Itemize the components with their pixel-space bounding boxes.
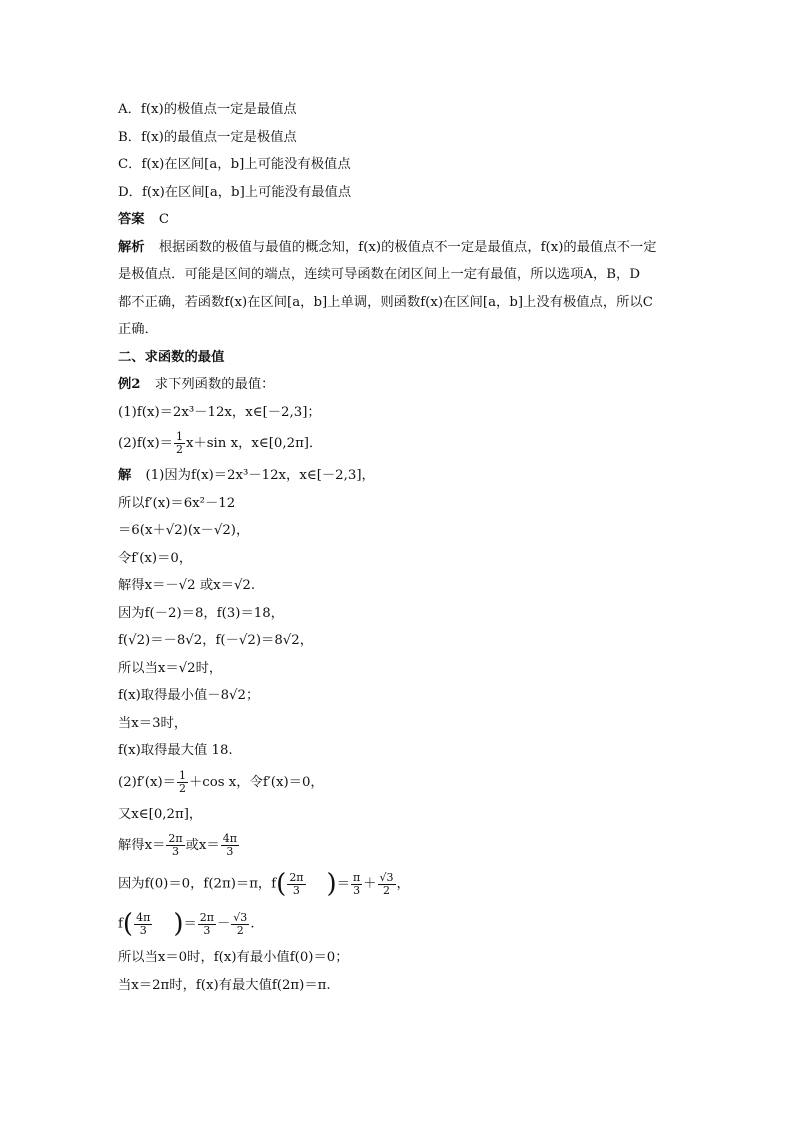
p2-l3-f2-den: 3 xyxy=(226,845,234,858)
p2-l1-suffix: ＋cos x，令f′(x)＝0， xyxy=(188,774,324,790)
option-a: A．f(x)的极值点一定是最值点 xyxy=(118,102,297,117)
analysis-line-3: 都不正确，若函数f(x)在区间[a，b]上单调，则函数f(x)在区间[a，b]上没有极值点，所以C xyxy=(118,294,653,310)
p2-l3-fraction-2 xyxy=(221,833,239,858)
p2-l4-prefix: 因为f(0)＝0，f(2π)＝π，f xyxy=(118,876,277,892)
solution-line-5: 解得x＝－√2 或x＝√2. xyxy=(118,578,256,593)
analysis-text: 根据函数的极值与最值的概念知，f(x)的极值点不一定是最值点，f(x)的最值点不一定 xyxy=(158,239,657,255)
analysis-label: 解析 xyxy=(118,239,145,255)
example-heading xyxy=(118,371,688,399)
document-page xyxy=(118,96,688,999)
example-q1: (1)f(x)＝2x³－12x，x∈[－2,3]； xyxy=(118,404,321,420)
p2-l5-r2 xyxy=(231,912,249,937)
part2-line-2: 又x∈[0,2π]， xyxy=(118,806,203,822)
part2-line-4 xyxy=(118,864,688,904)
solution-label: 解 xyxy=(118,468,132,483)
answer-line xyxy=(118,206,688,234)
p2-l4-r1-den: 3 xyxy=(353,883,361,897)
p2-l5-r1-num: 2π xyxy=(199,910,214,924)
p2-l4-r2-den: 2 xyxy=(383,883,391,897)
q2-frac-den: 2 xyxy=(175,443,183,456)
part2-line-3 xyxy=(118,828,688,864)
q2-fraction xyxy=(174,431,185,456)
example-q2 xyxy=(118,426,688,462)
p2-l3-prefix: 解得x＝ xyxy=(118,838,166,853)
analysis-line-4: 正确． xyxy=(118,322,158,337)
p2-l3-f1-num: 2π xyxy=(168,832,183,845)
solution-line-10: 当x＝3时， xyxy=(118,715,188,731)
p2-l1-num: 1 xyxy=(178,768,186,782)
analysis-line-1 xyxy=(118,234,688,262)
p2-l5-eq: ＝ xyxy=(183,916,197,932)
solution-line-9: f(x)取得最小值－8√2； xyxy=(118,688,260,703)
analysis-line-2: 是极值点．可能是区间的端点，连续可导函数在闭区间上一定有最值，所以选项A，B，D xyxy=(118,267,641,282)
p2-l4-r2 xyxy=(378,872,396,897)
solution-line-8: 所以当x＝√2时， xyxy=(118,660,223,676)
p2-l5-arg xyxy=(134,912,152,937)
p2-l5-r1-den: 3 xyxy=(203,923,211,937)
p2-l4-arg xyxy=(287,872,305,897)
p2-l5-arg-den: 3 xyxy=(139,923,147,937)
p2-l5-prefix: f xyxy=(118,916,123,932)
solution-line-1 xyxy=(118,462,688,490)
solution-line-6: 因为f(－2)＝8，f(3)＝18， xyxy=(118,605,284,621)
section-title: 二、求函数的最值 xyxy=(118,349,225,365)
option-d: D．f(x)在区间[a，b]上可能没有最值点 xyxy=(118,184,352,200)
part2-line-7: 当x＝2π时，f(x)有最大值f(2π)＝π. xyxy=(118,977,331,993)
example-prompt: 求下列函数的最值： xyxy=(154,377,275,392)
p2-l3-f2-num: 4π xyxy=(222,832,237,845)
solution-text: (1)因为f(x)＝2x³－12x，x∈[－2,3]， xyxy=(145,468,375,483)
example-label: 例2 xyxy=(118,377,141,392)
p2-l1-prefix: (2)f′(x)＝ xyxy=(118,774,176,790)
solution-line-7: f(√2)＝－8√2，f(－√2)＝8√2， xyxy=(118,633,314,648)
p2-l1-den: 2 xyxy=(178,781,186,795)
p2-l5-arg-num: 4π xyxy=(136,910,151,924)
p2-l4-arg-den: 3 xyxy=(292,883,300,897)
p2-l4-r2-num: √3 xyxy=(379,870,394,884)
p2-l4-arg-num: 2π xyxy=(289,870,304,884)
right-paren: ) xyxy=(173,909,184,939)
part2-line-6: 所以当x＝0时，f(x)有最小值f(0)＝0； xyxy=(118,950,349,965)
p2-l4-r1 xyxy=(351,872,362,897)
p2-l1-fraction xyxy=(177,770,188,795)
solution-line-3: ＝6(x＋√2)(x－√2)， xyxy=(118,523,250,538)
option-c: C．f(x)在区间[a，b]上可能没有极值点 xyxy=(118,157,351,172)
p2-l5-r2-den: 2 xyxy=(236,923,244,937)
solution-line-2: 所以f′(x)＝6x²－12 xyxy=(118,495,236,511)
p2-l5-minus: － xyxy=(217,916,231,932)
p2-l3-mid: 或x＝ xyxy=(185,838,220,853)
q2-frac-num: 1 xyxy=(175,430,183,443)
q2-suffix: x＋sin x，x∈[0,2π]． xyxy=(185,436,323,451)
p2-l5-end: . xyxy=(250,916,255,932)
solution-line-4: 令f′(x)＝0， xyxy=(118,550,193,566)
answer-label: 答案 xyxy=(118,212,145,227)
answer-value: C xyxy=(158,212,170,227)
part2-line-1 xyxy=(118,765,688,801)
solution-line-11: f(x)取得最大值 18. xyxy=(118,743,233,758)
right-paren: ) xyxy=(326,869,337,899)
p2-l5-r2-num: √3 xyxy=(233,910,248,924)
left-paren: ( xyxy=(276,869,287,899)
p2-l3-fraction-1 xyxy=(166,833,184,858)
q2-prefix: (2)f(x)＝ xyxy=(118,436,173,451)
p2-l5-r1 xyxy=(198,912,216,937)
part2-line-5 xyxy=(118,904,688,944)
p2-l4-plus: ＋ xyxy=(363,876,377,892)
p2-l4-r1-num: π xyxy=(353,870,361,884)
left-paren: ( xyxy=(122,909,134,939)
p2-l4-end: ， xyxy=(396,876,410,892)
p2-l3-f1-den: 3 xyxy=(172,845,179,858)
option-b: B．f(x)的最值点一定是极值点 xyxy=(118,129,297,145)
p2-l4-eq: ＝ xyxy=(336,876,350,892)
